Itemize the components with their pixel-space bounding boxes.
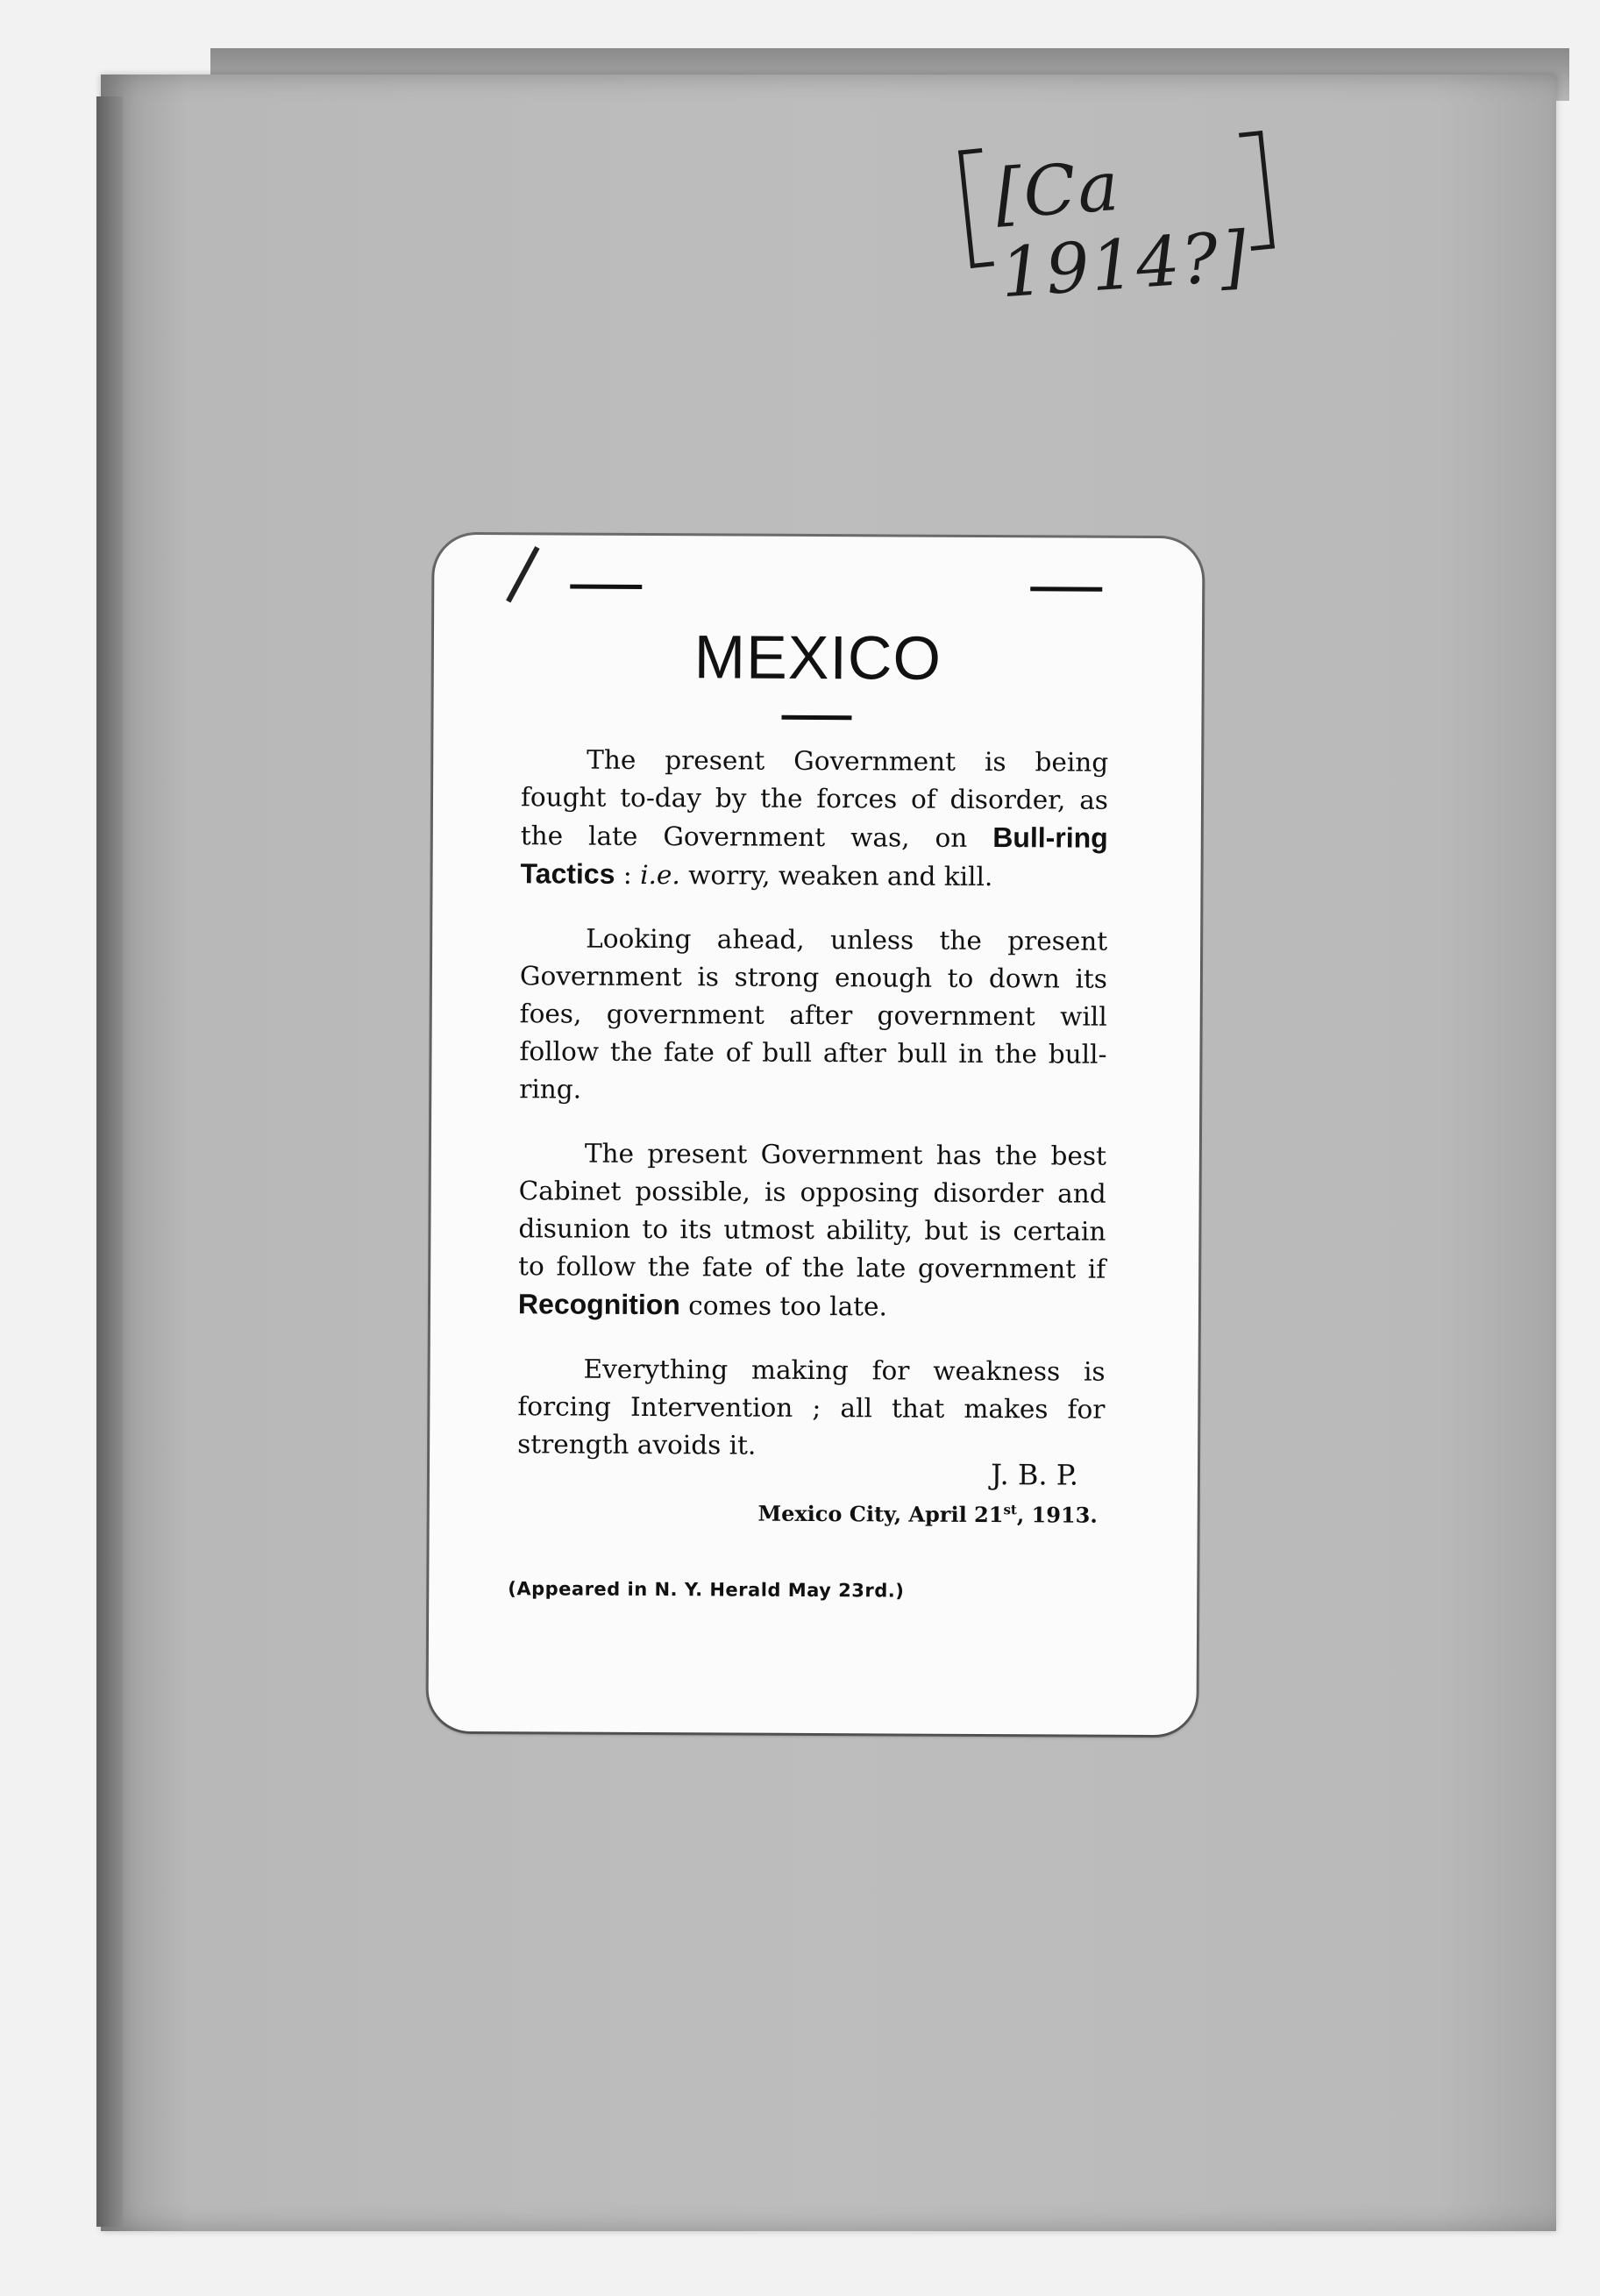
sheet-left-edge: [96, 96, 123, 2227]
bull-ring-tactics-emphasis: Bull-ring Tactics: [520, 821, 1108, 890]
card-title: MEXICO: [693, 622, 942, 693]
paragraph-1-ending: worry, weaken and kill.: [679, 860, 993, 892]
card-body: [517, 741, 1108, 1492]
paragraph-2: Looking ahead, unless the present Government is strong enough to down its foes, government after government will follow the fate of bull after bull in the bull-ring.: [519, 923, 1108, 1105]
ie-abbreviation: i.e.: [640, 859, 680, 891]
recognition-emphasis: Recognition: [517, 1288, 680, 1321]
paragraph-3-ending: comes too late.: [679, 1290, 888, 1322]
handwritten-bracket-left: [958, 148, 994, 268]
paragraph-1: [520, 741, 1108, 897]
dateline-place-date: Mexico City, April 21: [757, 1500, 1004, 1528]
signature-initials: J. B. P.: [991, 1458, 1079, 1492]
paragraph-4: Everything making for weakness is forcing Intervention ; all that makes for strength avoids it.: [517, 1354, 1106, 1461]
printed-card: [428, 535, 1202, 1736]
dateline: [517, 1499, 1098, 1527]
paragraph-3: [518, 1134, 1106, 1327]
pencil-mark: [506, 546, 539, 602]
handwritten-note-text: [Ca 1914?]: [992, 146, 1251, 314]
decorative-dash-right: [1030, 586, 1102, 591]
dateline-year: , 1913.: [1016, 1502, 1098, 1528]
handwritten-date-note: [956, 123, 1289, 314]
publication-footnote: (Appeared in N. Y. Herald May 23rd.): [508, 1578, 905, 1602]
decorative-dash-left: [570, 585, 642, 589]
paragraph-3-text: The present Government has the best Cabinet possible, is opposing disorder and disunion to its utmost ability, but is certain to follow the fate of the late government if: [518, 1138, 1106, 1284]
dateline-ordinal: st: [1003, 1502, 1017, 1518]
paragraph-1-text: The present Government is being fought to-day by the forces of disorder, as the late Government was, on: [520, 744, 1109, 854]
title-rule: [781, 715, 851, 720]
paragraph-1-colon: :: [615, 859, 641, 890]
